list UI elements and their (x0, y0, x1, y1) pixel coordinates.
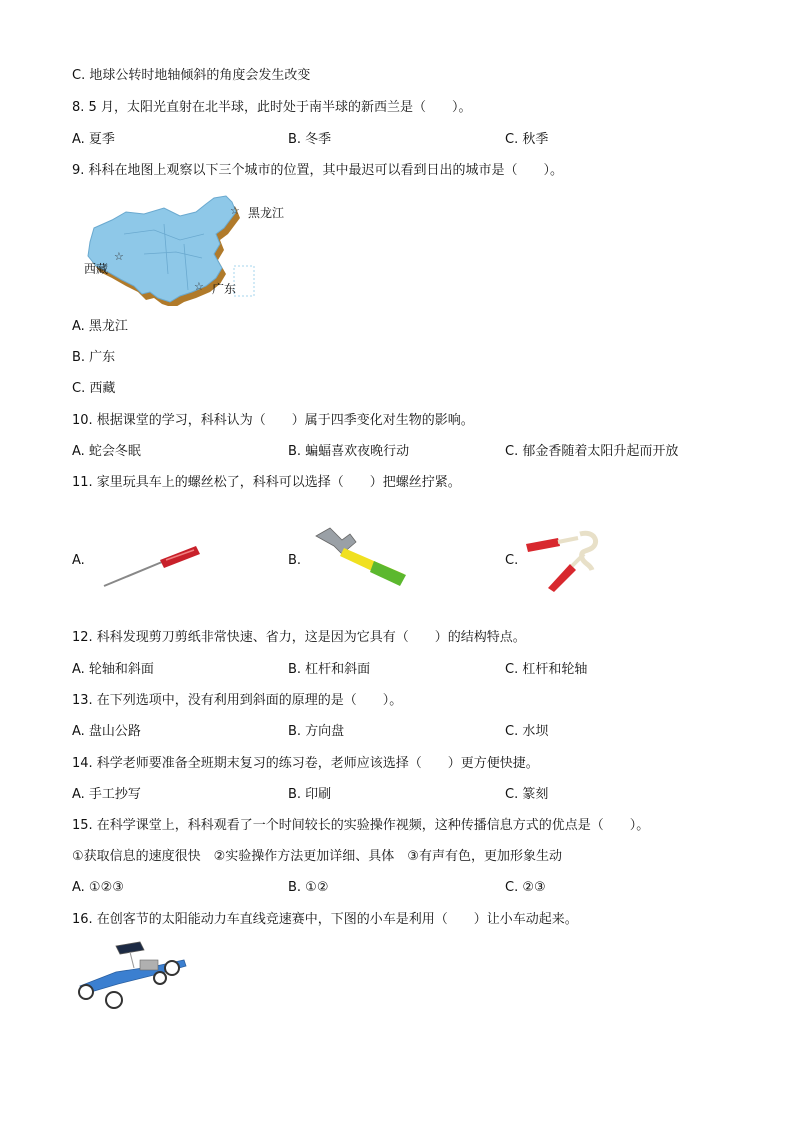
q11-option-b: B. (288, 553, 302, 568)
q13-option-c: C. 水坝 (505, 724, 549, 739)
map-label-heilongjiang: 黑龙江 (248, 206, 285, 220)
q14-option-a: A. 手工抄写 (72, 787, 141, 802)
question-12: 12. 科科发现剪刀剪纸非常快速、省力，这是因为它具有（ ）的结构特点。 (72, 630, 526, 645)
hammer-image (312, 526, 412, 588)
question-13: 13. 在下列选项中，没有利用到斜面的原理的是（ ）。 (72, 693, 403, 708)
q14-option-b: B. 印刷 (288, 787, 332, 802)
q9-option-c: C. 西藏 (72, 381, 116, 396)
q14-option-c: C. 篆刻 (505, 787, 549, 802)
q11-option-a: A. (72, 553, 85, 568)
q8-option-a: A. 夏季 (72, 132, 115, 147)
q12-option-b: B. 杠杆和斜面 (288, 662, 371, 677)
question-10: 10. 根据课堂的学习，科科认为（ ）属于四季变化对生物的影响。 (72, 413, 474, 428)
q9-option-b: B. 广东 (72, 350, 116, 365)
q12-option-a: A. 轮轴和斜面 (72, 662, 154, 677)
prev-option-c: C. 地球公转时地轴倾斜的角度会发生改变 (72, 68, 311, 83)
solar-car-image (76, 938, 192, 1012)
question-16: 16. 在创客节的太阳能动力车直线竞速赛中，下图的小车是利用（ ）让小车动起来。 (72, 912, 578, 927)
q13-option-b: B. 方向盘 (288, 724, 345, 739)
q15-option-a: A. ①②③ (72, 880, 124, 895)
q15-statements: ①获取信息的速度很快 ②实验操作方法更加详细、具体 ③有声有色，更加形象生动 (72, 849, 562, 864)
q10-option-b: B. 蝙蝠喜欢夜晚行动 (288, 444, 410, 459)
q13-option-a: A. 盘山公路 (72, 724, 141, 739)
svg-text:☆: ☆ (230, 204, 240, 217)
q10-option-a: A. 蛇会冬眠 (72, 444, 141, 459)
svg-text:☆: ☆ (194, 280, 204, 293)
svg-text:☆: ☆ (114, 250, 124, 263)
wrench-image (520, 528, 604, 592)
map-label-guangdong: 广东 (212, 282, 237, 296)
question-9: 9. 科科在地图上观察以下三个城市的位置，其中最迟可以看到日出的城市是（ ）。 (72, 163, 564, 178)
question-14: 14. 科学老师要准备全班期末复习的练习卷，老师应该选择（ ）更方便快捷。 (72, 756, 539, 771)
q8-option-c: C. 秋季 (505, 132, 549, 147)
q9-option-a: A. 黑龙江 (72, 319, 128, 334)
q15-option-c: C. ②③ (505, 880, 546, 895)
q15-option-b: B. ①② (288, 880, 329, 895)
q10-option-c: C. 郁金香随着太阳升起而开放 (505, 444, 679, 459)
screwdriver-image (100, 542, 204, 592)
q11-option-c: C. (505, 553, 519, 568)
q8-option-b: B. 冬季 (288, 132, 332, 147)
question-11: 11. 家里玩具车上的螺丝松了，科科可以选择（ ）把螺丝拧紧。 (72, 475, 461, 490)
q12-option-c: C. 杠杆和轮轴 (505, 662, 588, 677)
china-map-figure (84, 194, 294, 306)
question-8: 8. 5 月，太阳光直射在北半球，此时处于南半球的新西兰是（ ）。 (72, 100, 472, 115)
question-15: 15. 在科学课堂上，科科观看了一个时间较长的实验操作视频，这种传播信息方式的优点是（ ）。 (72, 818, 650, 833)
map-label-xizang: 西藏 (84, 262, 109, 276)
